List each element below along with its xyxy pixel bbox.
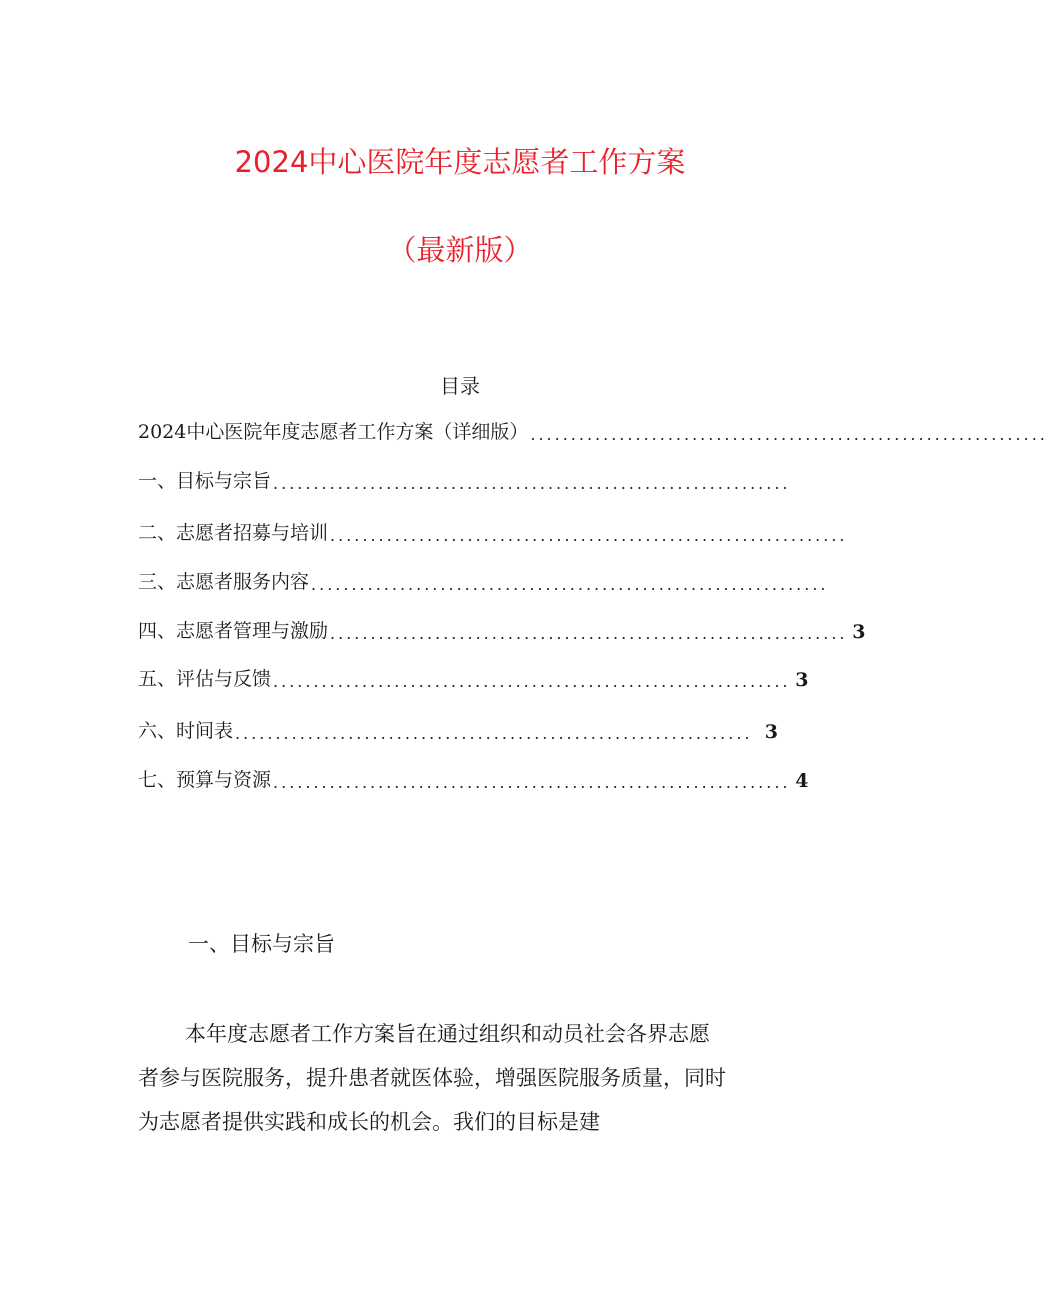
- toc-item[interactable]: [138, 617, 866, 643]
- toc-item-label: 2024中心医院年度志愿者工作方案（详细版）: [138, 421, 529, 443]
- toc-item-page: 3: [764, 721, 778, 743]
- toc-item[interactable]: [138, 418, 1048, 444]
- toc-leader-dots: ................................................................: [273, 474, 791, 493]
- toc-leader-dots: ................................................................: [330, 526, 848, 545]
- toc-item-label: 二、志愿者招募与培训: [138, 522, 329, 544]
- body-paragraph: [138, 1012, 788, 1144]
- toc-heading: 目录: [440, 374, 480, 398]
- toc-item-page: 3: [852, 621, 866, 643]
- toc-item[interactable]: [138, 467, 791, 493]
- toc-item[interactable]: [138, 519, 848, 545]
- document-subtitle: （最新版）: [387, 233, 533, 267]
- document-title: 2024中心医院年度志愿者工作方案: [234, 145, 686, 179]
- toc-item[interactable]: [138, 665, 809, 691]
- toc-item-label: 七、预算与资源: [138, 769, 272, 791]
- toc-item[interactable]: [138, 717, 778, 743]
- toc-leader-dots: ................................................................: [235, 724, 753, 743]
- paragraph-line: 本年度志愿者工作方案旨在通过组织和动员社会各界志愿: [185, 1022, 710, 1046]
- toc-leader-dots: ................................................................: [311, 575, 829, 594]
- toc-item[interactable]: [138, 766, 809, 792]
- toc-item-label: 一、目标与宗旨: [138, 470, 272, 492]
- toc-leader-dots: ................................................................: [530, 425, 1048, 444]
- toc-item[interactable]: [138, 568, 829, 594]
- toc-item-page: 3: [795, 669, 809, 691]
- toc-leader-dots: ................................................................: [273, 773, 791, 792]
- toc-leader-dots: ................................................................: [273, 672, 791, 691]
- toc-item-label: 三、志愿者服务内容: [138, 571, 310, 593]
- toc-item-label: 五、评估与反馈: [138, 668, 272, 690]
- paragraph-line: 为志愿者提供实践和成长的机会。我们的目标是建: [138, 1110, 600, 1134]
- paragraph-line: 者参与医院服务，提升患者就医体验，增强医院服务质量，同时: [138, 1066, 726, 1090]
- toc-leader-dots: ................................................................: [330, 624, 848, 643]
- toc-item-page: 4: [795, 770, 809, 792]
- toc-item-label: 四、志愿者管理与激励: [138, 620, 329, 642]
- section-heading: 一、目标与宗旨: [188, 932, 335, 956]
- toc-item-label: 六、时间表: [138, 720, 234, 742]
